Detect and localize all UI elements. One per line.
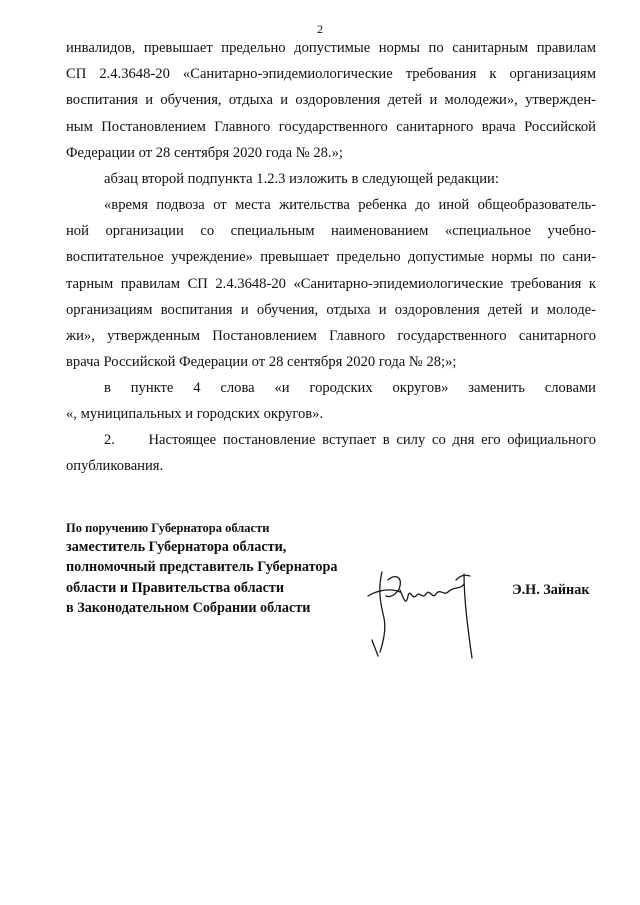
text-line: воспитания и обучения, отдыха и оздоровления детей и молодежи», утвержден- — [66, 92, 596, 109]
text-line: опубликования. — [66, 458, 164, 475]
text-line: инвалидов, превышает предельно допустимые нормы по санитарным правилам — [66, 40, 596, 56]
paragraph-2 — [66, 166, 596, 192]
text-line: тарным правилам СП 2.4.3648-20 «Санитарно-эпидемиологические требования к — [66, 275, 596, 292]
paragraph-1 — [66, 35, 596, 166]
paragraph-3 — [66, 192, 596, 375]
text-line: воспитательное учреждение» превышает предельно допустимые нормы по сани- — [66, 249, 596, 266]
paragraph-5 — [66, 427, 596, 479]
text-line: в пункте 4 слова «и городских округов» заменить словами — [104, 380, 596, 396]
paragraph-4 — [66, 375, 596, 427]
text-line: «время подвоза от места жительства ребенка до иной общеобразователь- — [104, 197, 596, 213]
text-line: организациям воспитания и обучения, отдыха и оздоровления детей и молоде- — [66, 301, 596, 318]
text-line: врача Российской Федерации от 28 сентября 2020 года № 28;»; — [66, 354, 457, 371]
signatory-title-line: области и Правительства области — [66, 579, 285, 596]
signatory-title-line: полномочный представитель Губернатора — [66, 559, 338, 576]
text-line: ной организации со специальным наименованием «специальное учебно- — [66, 223, 596, 240]
text-line: жи», утвержденным Постановлением Главного государственного санитарного — [66, 328, 596, 345]
page-number: 2 — [317, 22, 323, 36]
text-line: Федерации от 28 сентября 2020 года № 28.»; — [66, 144, 343, 161]
signatory-name: Э.Н. Зайнак — [512, 582, 590, 598]
text-line: абзац второй подпункта 1.2.3 изложить в следующей редакции: — [104, 171, 499, 187]
text-line: 2. Настоящее постановление вступает в силу со дня его официального — [104, 432, 596, 448]
signatory-title-line: в Законодательном Собрании области — [66, 599, 311, 616]
signatory-title-line: заместитель Губернатора области, — [66, 539, 287, 555]
on-behalf-label: По поручению Губернатора области — [66, 521, 270, 535]
text-line: ным Постановлением Главного государственного санитарного врача Российской — [66, 118, 596, 135]
text-line: СП 2.4.3648-20 «Санитарно-эпидемиологические требования к организациям — [66, 66, 596, 83]
text-line: «, муниципальных и городских округов». — [66, 406, 324, 423]
handwritten-signature — [360, 560, 480, 660]
signatory-title — [66, 537, 337, 618]
